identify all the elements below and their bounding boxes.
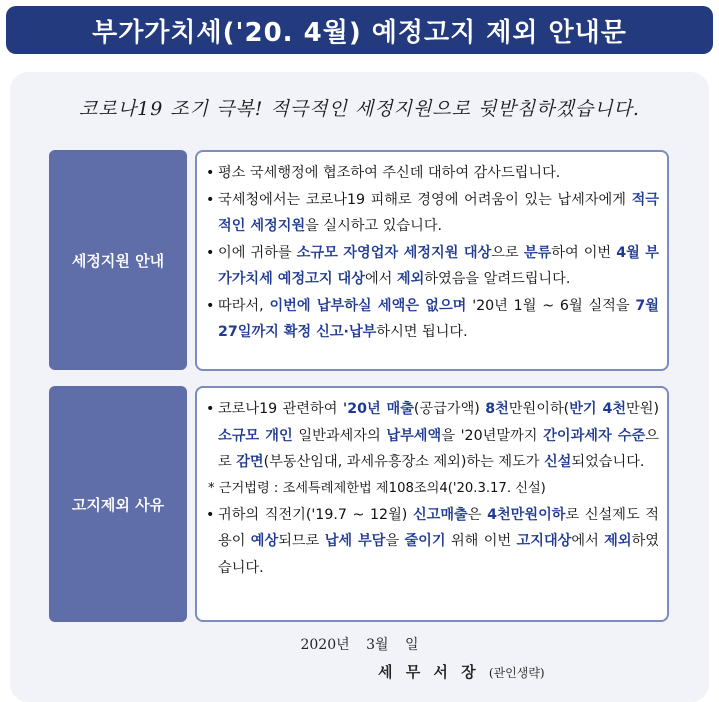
body-text: 에서 <box>364 271 397 287</box>
highlight-text: 4천만원이하 <box>487 506 566 523</box>
bullet-icon: • <box>206 401 215 417</box>
list-item-text <box>218 293 659 346</box>
page-title: 부가가치세('20. 4월) 예정고지 제외 안내문 <box>6 6 713 54</box>
body-text: 을 실시하고 있습니다. <box>305 218 443 234</box>
office-name: 세 무 서 장 <box>378 663 480 681</box>
highlight-text: 고지대상 <box>516 533 572 549</box>
body-text: 하시면 됩니다. <box>376 324 468 340</box>
list-item <box>206 396 659 476</box>
body-text: 일반과세자의 <box>292 427 387 444</box>
highlight-text: 신설 <box>543 454 572 470</box>
highlight-text: 신고매출 <box>412 506 468 523</box>
body-text: 하였습니다. <box>218 533 660 576</box>
list-item-text <box>218 502 659 582</box>
slogan: 코로나19 조기 극복! 적극적인 세정지원으로 뒷받침하겠습니다. <box>79 98 640 120</box>
section-content-exclusion-reason <box>195 386 669 622</box>
body-text: 따라서, <box>218 297 270 314</box>
highlight-text: 소규모 자영업자 세정지원 대상 <box>296 244 492 261</box>
list-item <box>206 187 659 240</box>
list-item-text <box>218 160 659 187</box>
list-item <box>206 240 659 293</box>
list-item-text <box>218 187 659 240</box>
highlight-text: 제외 <box>604 533 632 549</box>
highlight-text: 반기 4천 <box>569 401 627 417</box>
issue-date: 2020년 3월 일 <box>300 637 419 653</box>
highlight-text: 소규모 개인 <box>218 427 293 444</box>
body-text: 은 <box>467 506 488 523</box>
body-text: 하여 이번 <box>551 244 617 261</box>
body-text: 으로 <box>218 427 659 470</box>
bullet-icon: • <box>206 191 215 208</box>
highlight-text: 간이과세자 수준 <box>543 427 646 444</box>
body-text: 하였음을 알려드립니다. <box>424 271 571 287</box>
body-text: 위해 이번 <box>445 533 517 549</box>
highlight-text: 이번에 납부하실 세액은 없으며 <box>269 297 467 314</box>
body-text: 국세청에서는 코로나19 피해로 경영에 어려움이 있는 납세자에게 <box>218 191 632 208</box>
section-label-exclusion-reason: 고지제외 사유 <box>49 386 187 622</box>
section-content-tax-support <box>195 150 669 371</box>
highlight-text: 8천 <box>485 401 509 417</box>
body-text: (공급가액) <box>413 401 486 417</box>
list-item <box>206 160 659 187</box>
list-item-text <box>218 240 659 293</box>
seal-omitted-note: (관인생략) <box>488 666 545 680</box>
body-text: 평소 국세행정에 협조하여 주신데 대하여 감사드립니다. <box>218 165 561 181</box>
body-text: 코로나19 관련하여 <box>218 401 343 417</box>
body-text: 만원이하( <box>508 401 570 417</box>
body-text: 을 '20년말까지 <box>441 427 544 444</box>
body-text: 에서 <box>571 533 605 549</box>
body-text: 만원) <box>626 401 659 417</box>
highlight-text: 납세 부담 <box>324 533 386 549</box>
body-text: 되므로 <box>278 533 325 549</box>
highlight-text: 감면 <box>236 454 264 470</box>
tax-office-signature <box>378 661 545 682</box>
highlight-text: 분류 <box>523 244 552 261</box>
bullet-icon: • <box>206 244 215 261</box>
section-label-tax-support: 세정지원 안내 <box>49 150 187 370</box>
bullet-icon: • <box>206 506 215 523</box>
list-item-text <box>218 396 659 476</box>
highlight-text: 줄이기 <box>404 533 446 549</box>
highlight-text: 7월 27일까지 확정 신고·납부 <box>218 297 659 340</box>
highlight-text: 4월 부가가치세 예정고지 대상 <box>218 244 659 287</box>
highlight-text: 납부세액 <box>386 427 442 444</box>
body-text: 되었습니다. <box>571 454 645 470</box>
bullet-icon: • <box>206 165 215 181</box>
body-text: 귀하의 직전기('19.7 ~ 12월) <box>218 506 413 523</box>
highlight-text: 예상 <box>250 533 279 549</box>
highlight-text: 제외 <box>396 271 425 287</box>
body-text: (부동산임대, 과세유흥장소 제외)하는 제도가 <box>263 454 544 470</box>
body-text: 으로 <box>491 244 524 261</box>
list-item <box>206 502 659 582</box>
legal-basis-note: * 근거법령 : 조세특례제한법 제108조의4('20.3.17. 신설) <box>208 480 546 496</box>
body-text: 이에 귀하를 <box>218 244 297 261</box>
list-item <box>206 293 659 346</box>
highlight-text: 적극적인 세정지원 <box>218 191 659 234</box>
body-text: 로 신설제도 적용이 <box>218 506 659 549</box>
body-text: '20년 1월 ~ 6월 실적을 <box>466 297 636 314</box>
body-text: 을 <box>385 533 405 549</box>
highlight-text: '20년 매출 <box>342 401 414 417</box>
bullet-icon: • <box>206 297 215 314</box>
